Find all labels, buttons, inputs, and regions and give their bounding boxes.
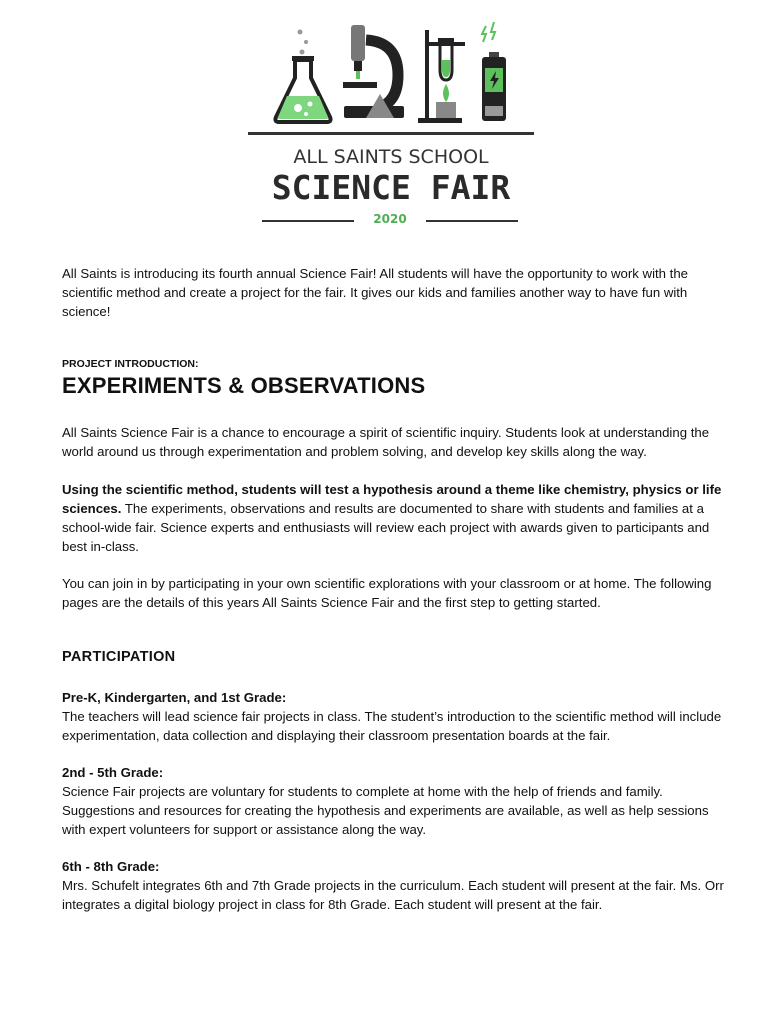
- grade-title: Pre-K, Kindergarten, and 1st Grade:: [62, 690, 287, 705]
- grade-description: The teachers will lead science fair projects in class. The student’s introduction to the scientific method will include experimentation, data collection and displaying their classroom presentation boards at the fair.: [62, 709, 722, 743]
- project-paragraph-3: You can join in by participating in your own scientific explorations with your classroom or at home. The following pages are the details of this years All Saints Science Fair and the first step to getting started.: [62, 576, 712, 610]
- project-title: EXPERIMENTS & OBSERVATIONS: [62, 373, 426, 398]
- grade-description: Mrs. Schufelt integrates 6th and 7th Grade projects in the curriculum. Each student will present at the fair. Ms. Orr integrates a digital biology project in class for 8th Grade. Each student will present at the fair.: [62, 878, 724, 912]
- project-paragraph-2: [62, 480, 727, 556]
- test-tube-burner-icon: [418, 30, 465, 123]
- microscope-icon: [343, 25, 404, 118]
- flask-icon: [275, 30, 330, 123]
- year-row: [262, 212, 518, 232]
- participation-group-2-5: [62, 763, 727, 839]
- year-divider-right: [426, 220, 518, 222]
- project-paragraph-2-bold: Using the scientific method, students will test a hypothesis around a theme like chemistry, physics or life sciences.: [62, 482, 722, 516]
- participation-title: PARTICIPATION: [62, 649, 176, 665]
- fair-name: SCIENCE FAIR: [271, 168, 511, 207]
- intro-paragraph: All Saints is introducing its fourth annual Science Fair! All students will have the opportunity to work with the scientific method and create a project for the fair. It gives our kids and families another way to have fun with science!: [62, 266, 688, 319]
- project-paragraph-1: All Saints Science Fair is a chance to encourage a spirit of scientific inquiry. Students look at understanding the world around us through experimentation and problem solving, and develop key skills along the way.: [62, 425, 710, 459]
- grade-title: 2nd - 5th Grade:: [62, 765, 164, 780]
- participation-group-6-8: [62, 857, 727, 914]
- project-intro-label: PROJECT INTRODUCTION:: [62, 358, 199, 370]
- grade-title: 6th - 8th Grade:: [62, 859, 160, 874]
- grade-description: Science Fair projects are voluntary for students to complete at home with the help of friends and family. Suggestions and resources for creating the hypothesis and experiments are available, as well as help sessions with expert volunteers for support or assistance along the way.: [62, 784, 709, 837]
- participation-group-prek: [62, 688, 727, 745]
- battery-icon: [482, 22, 506, 121]
- fair-year: 2020: [373, 212, 407, 226]
- project-paragraph-2-rest: The experiments, observations and results are documented to share with students and families at a school-wide fair. Science experts and enthusiasts will review each project with awards given to participants and best in-class.: [62, 501, 710, 554]
- school-name: ALL SAINTS SCHOOL: [293, 146, 489, 168]
